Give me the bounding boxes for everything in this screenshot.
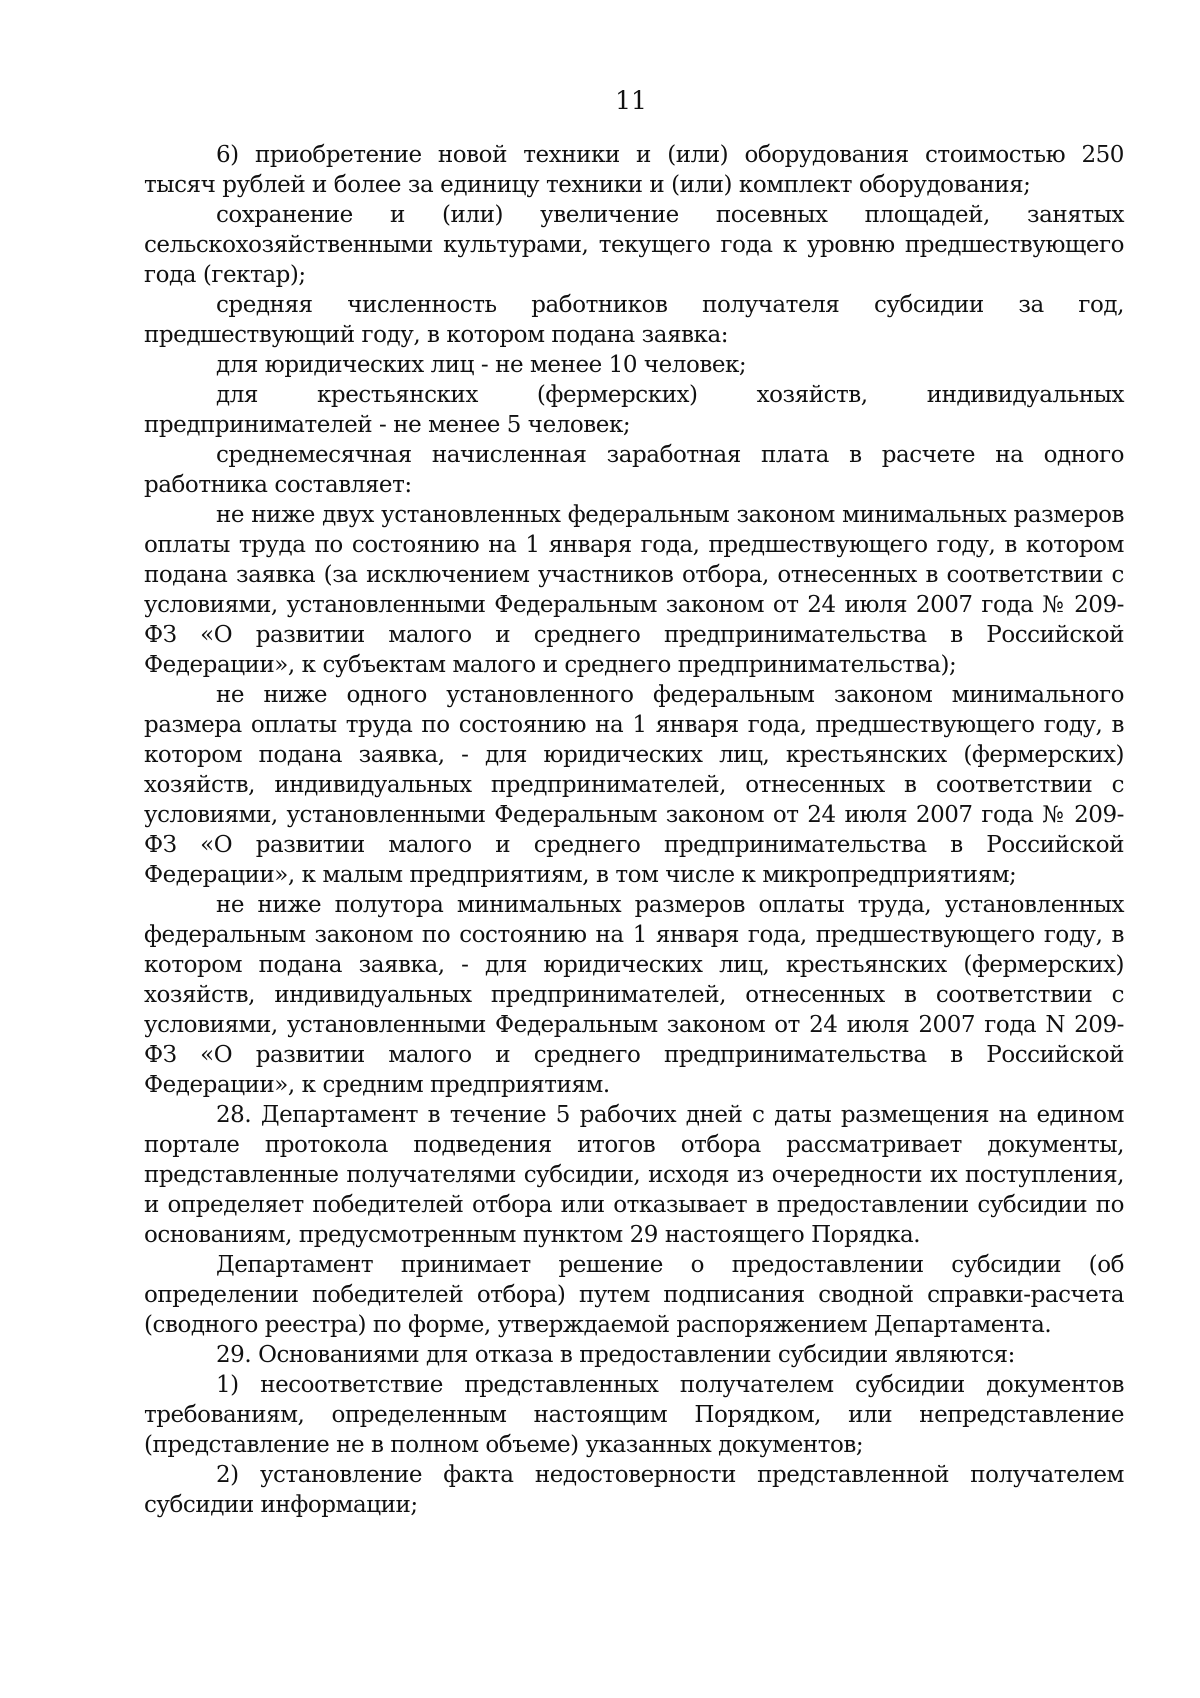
paragraph-one-and-half-minimum-wages: не ниже полутора минимальных размеров оплаты труда, установленных федеральным законом по состоянию на 1 января года, предшествующего году, в котором подана заявка, - для юридических лиц, крестьянских (фермерских) хозяйств, индивидуальных предпринимателей, отнесенных в соответствии с условиями, установленными Федеральным законом от 24 июля 2007 года N 209-ФЗ «О развитии малого и среднего предпринимательства в Российской Федерации», к средним предприятиям. xyxy=(144,892,1124,1098)
document-body xyxy=(144,140,1124,1520)
page-number: 11 xyxy=(615,86,647,115)
paragraph-item-28: 28. Департамент в течение 5 рабочих дней с даты размещения на едином портале протокола подведения итогов отбора рассматривает документы, представленные получателями субсидии, исходя из очередности их поступления, и определяет победителей отбора или отказывает в предоставлении субсидии по основаниям, предусмотренным пунктом 29 настоящего Порядка. xyxy=(144,1102,1124,1248)
paragraph-farms-headcount: для крестьянских (фермерских) хозяйств, индивидуальных предпринимателей - не менее 5 человек; xyxy=(144,382,1124,438)
paragraph-department-decision: Департамент принимает решение о предоставлении субсидии (об определении победителей отбора) путем подписания сводной справки-расчета (сводного реестра) по форме, утверждаемой распоряжением Департамента. xyxy=(144,1252,1124,1338)
paragraph-refusal-ground-2: 2) установление факта недостоверности представленной получателем субсидии информации; xyxy=(144,1462,1124,1518)
paragraph-item-29: 29. Основаниями для отказа в предоставлении субсидии являются: xyxy=(216,1342,1015,1368)
paragraph-legal-entities-headcount: для юридических лиц - не менее 10 человек; xyxy=(216,352,747,378)
paragraph-one-minimum-wage: не ниже одного установленного федеральным законом минимального размера оплаты труда по состоянию на 1 января года, предшествующего году, в котором подана заявка, - для юридических лиц, крестьянских (фермерских) хозяйств, индивидуальных предпринимателей, отнесенных в соответствии с условиями, установленными Федеральным законом от 24 июля 2007 года № 209-ФЗ «О развитии малого и среднего предпринимательства в Российской Федерации», к малым предприятиям, в том числе к микропредприятиям; xyxy=(144,682,1124,888)
paragraph-item-6-equipment: 6) приобретение новой техники и (или) оборудования стоимостью 250 тысяч рублей и более за единицу техники и (или) комплект оборудования; xyxy=(144,142,1124,198)
paragraph-average-salary: среднемесячная начисленная заработная плата в расчете на одного работника составляет: xyxy=(144,442,1124,498)
paragraph-two-minimum-wages: не ниже двух установленных федеральным законом минимальных размеров оплаты труда по состоянию на 1 января года, предшествующего году, в котором подана заявка (за исключением участников отбора, отнесенных в соответствии с условиями, установленными Федеральным законом от 24 июля 2007 года № 209-ФЗ «О развитии малого и среднего предпринимательства в Российской Федерации», к субъектам малого и среднего предпринимательства); xyxy=(144,502,1124,678)
paragraph-refusal-ground-1: 1) несоответствие представленных получателем субсидии документов требованиям, определенным настоящим Порядком, или непредставление (представление не в полном объеме) указанных документов; xyxy=(144,1372,1124,1458)
paragraph-average-headcount: средняя численность работников получателя субсидии за год, предшествующий году, в котором подана заявка: xyxy=(144,292,1124,348)
paragraph-sown-area: сохранение и (или) увеличение посевных площадей, занятых сельскохозяйственными культурами, текущего года к уровню предшествующего года (гектар); xyxy=(144,202,1124,288)
